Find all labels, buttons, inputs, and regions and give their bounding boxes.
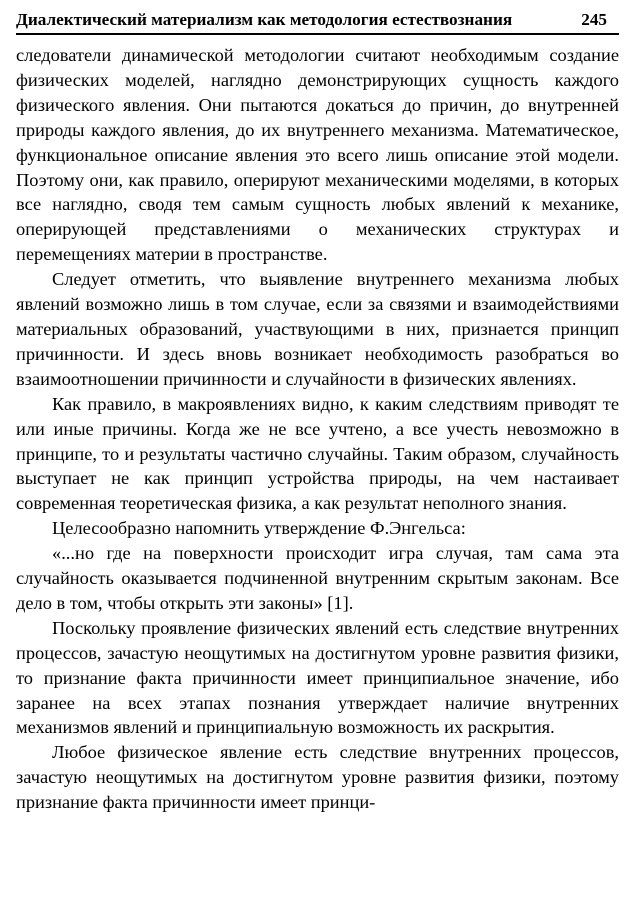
page-number: 245 — [581, 10, 607, 29]
running-title: Диалектический материализм как методология естествознания — [16, 10, 513, 29]
paragraph-4: Целесообразно напомнить утверждение Ф.Энгельса: — [52, 518, 466, 539]
paragraph-2: Следует отметить, что выявление внутреннего механизма любых явлений возможно лишь в том случае, если за связями и взаимодействиями материальных образований, участвующими в них, признается принцип причинности. И здесь вновь возникает необходимость разобраться во взаимоотношении причинности и случайности в физических явлениях. — [16, 269, 619, 389]
running-header — [16, 0, 619, 30]
paragraph-1: следователи динамической методологии считают необходимым создание физических моделей, наглядно демонстрирующих сущность каждого физического явления. Они пытаются докаться до причин, до внутренней природы каждого явления, до их внутреннего механизма. Математическое, функциональное описание явления это всего лишь описание этой модели. Поэтому они, как правило, оперируют механическими моделями, в которых все наглядно, сводя тем самым сущность любых явлений к механике, оперирующей представлениями о механических структурах и перемещениях материи в пространстве. — [16, 45, 619, 265]
paragraph-3: Как правило, в макроявлениях видно, к каким следствиям приводят те или иные причины. Когда же не все учтено, а все учесть невозможно в принципе, то и результаты частично случайны. Таким образом, случайность выступает не как принцип устройства природы, на чем настаивает современная теоретическая физика, а как результат неполного знания. — [16, 393, 619, 514]
header-rule — [16, 33, 619, 35]
paragraph-5: Поскольку проявление физических явлений есть следствие внутренних процессов, зачастую неощутимых на достигнутом уровне развития физики, то признание факта причинности имеет принципиальное значение, ибо заранее на всех этапах познания утверждает наличие внутренних механизмов явлений и принципиальную возможность их раскрытия. — [16, 617, 619, 738]
quotation: «...но где на поверхности происходит игра случая, там сама эта случайность оказывается подчиненной внутренним скрытым законам. Все дело в том, чтобы открыть эти законы» [1]. — [16, 543, 619, 613]
paragraph-6: Любое физическое явление есть следствие внутренних процессов, зачастую неощутимых на достигнутом уровне развития физики, поэтому признание факта причинности имеет принци- — [16, 742, 619, 813]
body-text — [16, 43, 619, 815]
